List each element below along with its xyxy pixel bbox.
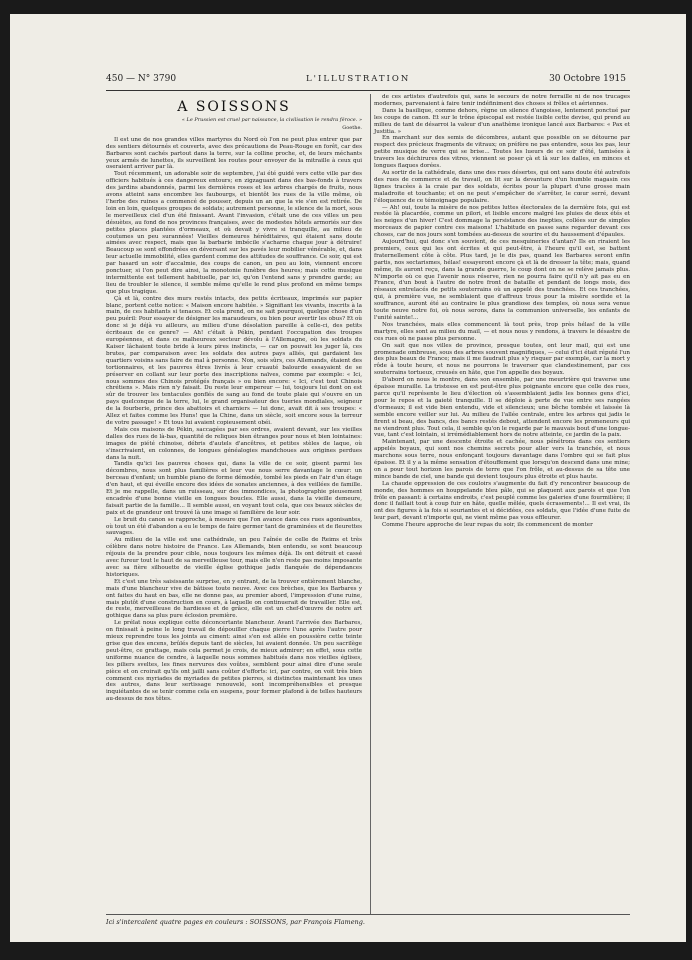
paragraph: Mais ces maisons de Pékin, saccagées par ses ordres, avaient devant, sur les vieilles dalles des rues de là-bas, quantité de reliques bien étranges pour nous et bien lointaines: images de piété chinoise, débris d'autels d'ancêtres, et petites stèles de laque, où s'inscrivaient, en colonnes, de longues généalogies mandchoues aux origines perdues dans la nuit. bbox=[106, 426, 362, 461]
paragraph: Et c'est une très saisissante surprise, en y entrant, de la trouver entièrement blanche, mais d'une blancheur vive de bâtisse toute neuve. Avec ces brèches, que les Barbares y ont faites du haut en bas, elle ne donne pas, au premier abord, l'impression d'une ruine, mais plutôt d'une construction en cours, à laquelle on continuerait de travailler. Elle est, de reste, merveilleuse de hardiesse et de grâce, elle est un chef-d'œuvre de notre art gothique dans sa plus pure éclosion première. bbox=[106, 578, 362, 620]
epigraph-author: Goethe. bbox=[342, 124, 362, 131]
paragraph: En marchant sur des semis de décombres, autant que possible on se détourne par respect des précieux fragments de vitraux; on préfère ne pas entendre, sous les pas, leur petite musique de verre qui se brise... Toutes les lueurs de ce soir d'été, tamisées à travers les déchirures des vitres, viennent se poser çà et là sur les dalles, en minces et longues flaques dorées. bbox=[374, 135, 630, 170]
paragraph: La chaude oppression de ces couloirs s'augmente du fait d'y rencontrer beaucoup de monde, des hommes en houppelande bleu pâle, qui se plaquent aux parois et que l'on frôle en passant: à certains endroits, c'est peuplé comme les galeries d'une fourmilière; il donc il faillait tout à coup fuir en hâte, quelle mêlée, quels écrasements!... Il est vrai, ils ont des figures à la fois si souriantes et si décidées, ces soldats, que l'idée d'une fuite de leur part, devant n'importe qui, ne vient même pas vous effleurer. bbox=[374, 480, 630, 522]
paragraph: On sait que nos villes de province, presque toutes, ont leur mail, qui est une promenade ombreuse, sous des arbres souvent magnifiques, — celui d'ici était réputé l'un des plus beaux de France; mais il me faudrait plus s'y risquer par exemple, car la mort y rôde à toute heure, et nous ne pourrons le traverser que clandestinement, par ces souterrains tortueux, creusés en hâte, que l'on appelle des boyaux. bbox=[374, 342, 631, 377]
left-column bbox=[106, 94, 362, 703]
paragraph: Tout récemment, un adorable soir de septembre, j'ai été guidé vers cette ville par des officiers habitués à ces dangereux entours; en zigzaguant dans des bas-fonds à travers des jardins abandonnés, parmi les dernières roses et les arbres chargés de fruits, nous avons atteint sans encombre les faubourgs, et bientôt les rues de la ville même, où l'herbe des ruines a commencé de pousser, depuis un an que la vie s'en est retirée. De loin en loin, quelques groupes de soldats; autrement personne, le silence de la mort, sous le merveilleux ciel d'un été finissant. Avant l'invasion, c'était une de ces villes un peu désuètes, au fond de nos provinces françaises, avec de modestes hôtels armoriés sur des petites places plantées d'ormeaux, et où devait y vivre si tranquille, au milieu de coutumes un peu surannées! Vieilles demeures héréditaires, qui étaient sans doute aimées avec respect, mais que la barbarie imbécile s'acharne chaque jour à détruire! Beaucoup se sont effondrées en déversant sur les pavés leur mobilier vénérable, et, dans leur actuelle immobilité, elles gardent comme des attitudes de souffrance. Ce soir, qui est par hasard un soir d'accalmie, des coups de canon, un peu au loin, viennent encore ponctuer, si l'on peut dire ainsi, la monotonie funèbre des heures; mais cette musique intermittente est tellement habituelle, par ici, qu'on l'entend sans y prendre garde; au lieu de troubler le silence, il semble même qu'elle le rend plus profond en même temps que plus tragique. bbox=[106, 171, 362, 295]
paragraph: Au sortir de la cathédrale, dans une des rues désertes, qui ont sans doute été autrefois des rues de commerce et de travail, on lit sur la devanture d'un humble magasin ces lignes tracées à la craie par des soldats, écrites pour la plupart d'une grosse main maladroite et touchante; et on ne peut s'empêcher de s'arrêter, le cœur serré, devant l'éloquence de ce témoignage populaire. bbox=[374, 169, 630, 204]
page-header bbox=[106, 74, 626, 88]
article-title: A SOISSONS bbox=[177, 99, 291, 115]
paragraph: Il est une de nos grandes villes martyres du Nord où l'on ne peut plus entrer que par des sentiers détournés et couverts, avec des précautions de Peau-Rouge en forêt, car des Barbares sont cachés partout dans la terre, sur la colline proche, et, de leurs méchants yeux armés de lunettes, ils surveillent les routes pour envoyer de la mitraille à ceux qui oseraient arriver par là. bbox=[106, 136, 362, 171]
paragraph: Le prélat nous explique cette déconcertante blancheur. Avant l'arrivée des Barbares, on finissait à peine le long travail de dépouiller chaque pierre l'une après l'autre pour mieux reprendre tous les joints au ciment: ainsi s'en est allée en poussière cette teinte grise que des encens, brûlés depuis tant de siècles, lui avaient donnée. Un peu sacrilège peut-être, ce grattage, mais cela permet je crois, de mieux admirer; en effet, sous cette uniforme nuance de cendre, à laquelle nous sommes habitués dans nos vieilles églises, les piliers sveltes, les fines nervures des voûtes, semblent pour ainsi dire d'une seule pièce et on croirait qu'ils ont jailli sans coûter d'efforts: ici, par contre, on voit très bien comment ces myriades de myriades de petites pierres, si distinctes maintenant les unes des autres, dans leur sertissage renouvelé, sont incompréhensibles et presque inquiétantes de se tenir comme cela en suspens, pour former plafond à de telles hauteurs au-dessus de nos têtes. bbox=[106, 620, 362, 703]
paragraph: — Ah! oui, toute la misère de nos petites luttes électorales de la dernière fois, qui est restée là placardée, comme un pilori, et lisible encore malgré les pluies de deux étés et les neiges d'un hiver! C'est dommage la persistance des inepties, collées sur de simples morceaux de papier contre ces maisons! L'habitude en passe sans regarder devant ces choses, car de nos jours sont tombées au-dessus de sourire et du haussement d'épaules. bbox=[374, 204, 630, 239]
paragraph: Nos tranchées, mais elles commencent là tout près, trop près hélas! de la ville martyre, elles sont au milieu du mail, — et nous nous y rendons, à travers le désastre de ces rues où ne passe plus personne. bbox=[374, 321, 630, 342]
epigraph: « Le Prussien est cruel par naissance, la civilisation le rendra féroce. » bbox=[181, 116, 362, 123]
paragraph: Le bruit du canon se rapproche, à mesure que l'on avance dans ces rues agonisantes, où tout un été d'abandon a eu le temps de faire germer tant de graminées et de fleurettes sauvages. bbox=[106, 516, 362, 537]
left-paragraphs bbox=[106, 137, 362, 703]
paragraph: Maintenant, par une descente étroite et cachée, nous pénétrons dans ces sentiers appelés boyaux, qui sont nos chemins secrets pour aller vers la tranchée, et nous marchons sous terre, nous enfonçant toujours davantage dans l'ombre qui se fait plus épaisse. Et il y a la même sensation d'étouffement que lorsqu'on descend dans une mine; on a pour tout horizon les parois de terre que l'on frôle, et au-dessus de sa tête une mince bande de ciel, une bande qui devient toujours plus étroite et plus haute. bbox=[374, 439, 630, 480]
footer-rule bbox=[106, 914, 630, 915]
header-rule bbox=[106, 90, 630, 91]
paragraph: de ces artistes d'autrefois qui, sans le secours de notre ferraille ni de nos trucages modernes, parvenaient à faire tenir indéfiniment des choses si frêles et aériennes. bbox=[374, 94, 630, 107]
paragraph: Aujourd'hui, qui donc s'en souvient, de ces mesquineries d'antan? Ils en riraient les premiers, ceux qui les ont écrites et qui peut-être, à l'heure qu'il est, se battent fraternellement côte à côte. Plus tard, je le dis pas, quand les Barbares seront enfin partis, nos sectarismes, hélas! essayeront encore çà et là de dresser la tête; mais, quand même, ils auront reçu, dans la grande guerre, le coup dont on ne se relève jamais plus. N'importe où ce que l'avenir nous réserve, rien ne pourra faire qu'il n'y ait pas eu en France, d'un bout à l'autre de notre front de bataille et pendant de longs mois, des réseaux entrelacés de petits souterrains où un appelé des tranchées. Et ces tranchées, qui, à première vue, ne semblaient que d'affreux trous pour la misère sordide et la souffrance, auront été au contraire le plus grandiose des temples, où nous sera venue toute neuve notre foi, où nous serons, dans la communion universelle, les enfants de l'unité sainte!... bbox=[374, 239, 630, 321]
issue-date: 30 Octobre 1915 bbox=[549, 74, 626, 84]
paragraph: Çà et là, contre des murs restés intacts, des petits écriteaux, imprimés sur papier blanc, portent cette notice: « Maison encore habitée. » Signifiant les vivants, inscrits à la main, de ces habitants si tenaces. Et cela prend, on ne sait pourquoi, quelque chose d'un peu puéril: Pour essayer de désigner les maraudeurs, ou bien pour avertir les obus? Et où donc si je déjà vu ailleurs, au milieu d'une désolation pareille à celle-ci, des petits écriteaux de ce genre? — Ah! c'était à Pékin, pendant l'occupation des troupes européennes, et dans ce malheureux secteur dévolu à l'Allemagne, où les soldats du Kaiser lâchaient toute bride à leurs pires instincts, — car on pouvait les juger là, ces brutes, par comparaison avec les soldats des autres pays alliés, qui gardaient les quartiers voisins sans faire de mal à personne. Non, sois sûrs, ces Allemands, étaient des tortionnaires, et les pauvres êtres livrés à leur cruauté balourde essayaient de se préserver en collant sur leur porte des inscriptions naïves, comme par exemple: « Ici, nous sommes des Chinois protégés français » ou bien encore: « Ici, c'est tout Chinois chrétiens ». Mais rien n'y faisait. Du reste leur empereur — lui, toujours lui dont on est sûr de trouver les tentacules gonflés de sang au fond de toute plaie qui s'ouvre en un pays quelconque de la terre, lui, le grand organisateur des tueries mondiales, seigneur de la fourberie, prince des abattoirs et charniers — lui donc, avait dit à ses troupes: « Allez et faites comme les Huns! que la Chine, dans un siècle, soit encore sous la terreur de votre passage! » Et tous lui avaient copieusement obéi. bbox=[106, 295, 362, 426]
column-separator bbox=[370, 94, 371, 914]
right-column bbox=[374, 94, 630, 529]
magazine-title: L'ILLUSTRATION bbox=[306, 74, 411, 84]
paragraph: Dans la basilique, comme dehors, règne un silence d'angoisse, lentement ponctué par les coups de canon. Et sur le trône épiscopal est restée lisible cette devise, qui prend au milieu de tant de désarroi la valeur d'un anathème ironique lancé aux Barbares: « Pax et Justitia. » bbox=[374, 107, 630, 135]
right-paragraphs bbox=[374, 94, 630, 529]
footer-note: Ici s'intercalent quatre pages en couleurs : SOISSONS, par François Flameng. bbox=[106, 918, 365, 926]
paragraph: Au milieu de la ville est une cathédrale, un peu l'aînée de celle de Reims et très célèbre dans notre histoire de France. Les Allemands, bien entendu, se sont beaucoup réjouis de la prendre pour cible, nous toujours les mêmes déjà. Ils ont détruit et cassé avec fureur tout le haut de sa merveilleuse tour, mais elle n'en reste pas moins imposante avec sa fière silhouette de vieille église gothique jadis flanquée de dépendances historiques. bbox=[106, 537, 362, 578]
page bbox=[10, 14, 686, 942]
paragraph: Comme l'heure approche de leur repas du soir, ils commencent de monter bbox=[382, 522, 593, 529]
paragraph: D'abord on nous le montre, dans son ensemble, par une meurtrière qui traverse une épaisse muraille. La tristesse en est peut-être plus poignante encore que celle des rues, parce qu'il représente le lieu d'élection où s'assemblaient jadis les bonnes gens d'ici, pour le repos et la gaieté tranquille. Il se déploie à perte de vue entre ses rangées d'ormeaux; il est vide bien entendu, vide et silencieux; une bêche tombée et laissée là semble encore veiller sur lui. Au milieu de l'allée centrale, entre les arbres qui jadis le firent si beau, des bancs, des bancs restés debout, attendent encore les promeneurs qui ne viendront plus. Tout cela, il semble qu'on le regarde par le mauvais bout d'une longue-vue, tant c'est lointain, si irrémédiablement hors de notre atteinte, ce jardin de la paix. bbox=[374, 377, 630, 439]
paragraph: Tandis qu'ici les pauvres choses qui, dans la ville de ce soir, gisent parmi les décombres, nous sont plus familières et leur vue nous serre davantage le cœur: un berceau d'enfant; un humble piano de forme démodée, tombé les pieds en l'air d'un étage d'en haut, et qui éveille encore des idées de sonates anciennes, à des veillées de famille. Et je me rappelle, dans un ruisseau, sur des immondices, la photographie pieusement encadrée d'une bonne vieille en longues boucles. Elle aussi, dans la vieille demeure, faisait partie de la famille... Il semble aussi, en voyant tout cela, que ces beaux siècles de paix et de grandeur ont trouvé là une image si familière de leur soir. bbox=[106, 461, 362, 516]
page-number: 450 — N° 3790 bbox=[106, 74, 177, 84]
